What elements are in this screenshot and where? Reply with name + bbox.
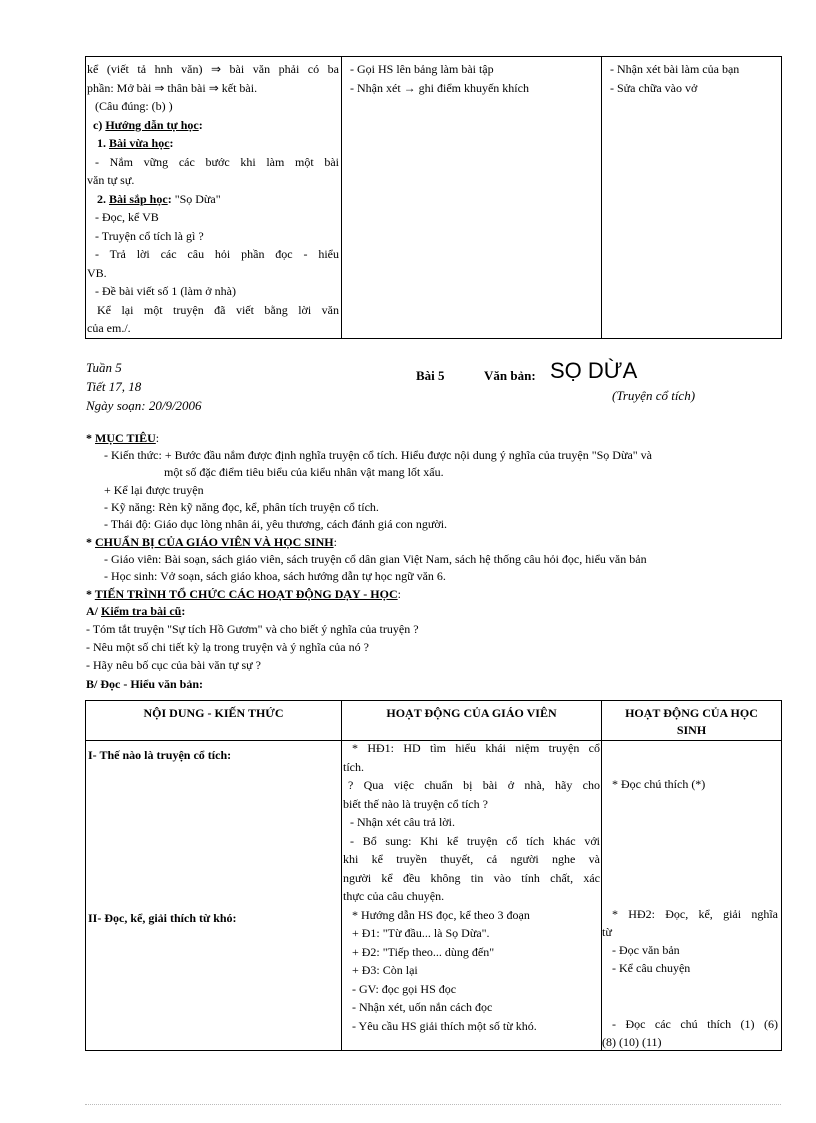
text-line: - Bổ sung: Khi kể truyện cổ tích khác với [350,833,600,848]
content-column [86,741,342,1051]
text-line: (Câu đúng: (b) ) [95,99,173,113]
header-content: NỘI DUNG - KIẾN THỨC [86,701,342,741]
text-line: tích. [343,759,364,774]
just-learned-heading: 1. Bài vừa học: [97,136,174,150]
continued-teacher-column [342,57,602,339]
text-line: + Đ2: "Tiếp theo... dùng đến" [352,944,495,959]
text-line: * Đọc chú thích (*) [612,777,706,791]
lesson-activity-table [85,700,782,1051]
text-line: - Nắm vững các bước khi làm một bài [95,154,339,169]
text-line: * Hướng dẫn HS đọc, kể theo 3 đoạn [352,907,530,922]
reading-heading: B/ Đọc - Hiểu văn bản: [86,677,204,691]
continued-content-column [86,57,342,339]
review-question: - Tóm tắt truyện "Sự tích Hồ Gươm" và cho biết ý nghĩa của truyện ? [86,622,419,636]
text-line: - Đọc văn bản [612,943,680,957]
text-line: Kể lại một truyện đã viết bằng lời văn [97,302,339,317]
week-label: Tuần 5 [86,360,122,375]
text-line: kể (viết tả hnh văn) ⇒ bài văn phải có ba [87,62,339,76]
lesson-title: SỌ DỪA [550,358,638,383]
lesson-number: Bài 5 [416,368,445,383]
review-question: - Nêu một số chi tiết kỳ lạ trong truyện và ý nghĩa của nó ? [86,640,369,654]
just-learned-title: Bài vừa học [109,136,170,150]
process-heading: * TIẾN TRÌNH TỔ CHỨC CÁC HOẠT ĐỘNG DẠY - HỌC: [86,587,401,601]
preparation-heading: * CHUẨN BỊ CỦA GIÁO VIÊN VÀ HỌC SINH: [86,535,337,549]
text-line: - Nhận xét bài làm của bạn [610,62,740,76]
text-line: phần: Mở bài ⇒ thân bài ⇒ kết bài. [87,80,258,95]
objective-skills: - Kỹ năng: Rèn kỹ năng đọc, kể, phân tích truyện cổ tích. [104,500,379,514]
text-line: - Nhận xét câu trả lời. [350,815,455,829]
period-label: Tiết 17, 18 [86,379,142,394]
text-line: - Nhận xét, uốn nắn cách đọc [352,1000,493,1014]
text-line: VB. [87,265,107,280]
text-line: - Truyện cổ tích là gì ? [95,228,204,243]
text-line: + Đ1: "Từ đầu... là Sọ Dừa". [352,926,490,940]
continued-student-column [602,57,782,339]
lesson-subtitle: (Truyện cổ tích) [612,388,696,403]
text-line: - Gọi HS lên bảng làm bài tập [350,62,494,76]
self-study-heading: c) Hướng dẫn tự học: [93,117,203,132]
text-line: văn tự sự. [87,173,135,187]
text-line: từ [602,925,612,939]
text-line: khi kể truyền thuyết, cả người nghe và [343,852,600,866]
text-line: * HĐ2: Đọc, kể, giải nghĩa [612,907,778,921]
text-line: - Đọc, kể VB [95,210,159,224]
text-line: - Trả lời các câu hỏi phần đọc - hiểu [95,247,339,261]
objective-knowledge: - Kiến thức: + Bước đầu nắm được định nghĩa truyện cổ tích. Hiểu được nội dung ý nghĩa của truyện "Sọ Dừa" và [104,448,652,462]
header-teacher: HOẠT ĐỘNG CỦA GIÁO VIÊN [342,701,602,741]
text-line: * HĐ1: HD tìm hiểu khái niệm truyện cổ [352,741,600,755]
continued-lesson-table [85,56,782,339]
text-line: biết thế nào là truyện cổ tích ? [343,796,488,811]
text-line: (8) (10) (11) [602,1035,662,1049]
text-line: - Kể câu chuyện [612,961,691,975]
text-line: của em./. [87,321,131,335]
text-line: thực của câu chuyện. [343,889,445,903]
objective-knowledge-cont: một số đặc điểm tiêu biểu của kiểu nhân vật mang lốt xấu. [164,465,444,479]
review-heading: A/ Kiểm tra bài cũ: [86,604,186,618]
page-bottom-divider [85,1104,781,1105]
date-label: Ngày soạn: 20/9/2006 [86,398,202,413]
student-column [602,741,782,1051]
text-label: Văn bản: [484,368,536,383]
preparation-teacher: - Giáo viên: Bài soạn, sách giáo viên, sách truyện cổ dân gian Việt Nam, sách hệ thống câu hỏi đọc, hiểu văn bản [104,552,647,566]
review-question: - Hãy nêu bố cục của bài văn tự sự ? [86,658,261,672]
text-line: - Nhận xét → ghi điểm khuyến khích [350,80,529,95]
self-study-title: Hướng dẫn tự học [105,117,199,132]
objective-retell: + Kể lại được truyện [104,483,204,497]
objectives-heading: * MỤC TIÊU: [86,431,160,445]
objective-attitude: - Thái độ: Giáo dục lòng nhân ái, yêu thương, cách đánh giá con người. [104,517,448,531]
text-line: - Đọc các chú thích (1) (6) [612,1017,778,1031]
header-student: HOẠT ĐỘNG CỦA HỌC SINH [602,701,782,741]
text-line: - Đề bài viết số 1 (làm ở nhà) [95,284,236,298]
text-line: + Đ3: Còn lại [352,963,418,977]
section-heading: I- Thế nào là truyện cổ tích: [88,748,232,762]
text-line: - Yêu cầu HS giải thích một số từ khó. [352,1018,537,1033]
text-line: - GV: đọc gọi HS đọc [352,981,457,996]
preparation-student: - Học sinh: Vở soạn, sách giáo khoa, sách hướng dẫn tự học ngữ văn 6. [104,569,446,583]
next-lesson-heading: 2. Bài sắp học: "Sọ Dừa" [97,191,221,206]
section-heading: II- Đọc, kể, giải thích từ khó: [88,911,237,925]
text-line: ? Qua việc chuẩn bị bài ở nhà, hãy cho [348,778,600,792]
text-line: - Sửa chữa vào vở [610,80,698,95]
teacher-column [342,741,602,1051]
text-line: người kể đều không tin vào tính chất, xác [343,870,600,885]
